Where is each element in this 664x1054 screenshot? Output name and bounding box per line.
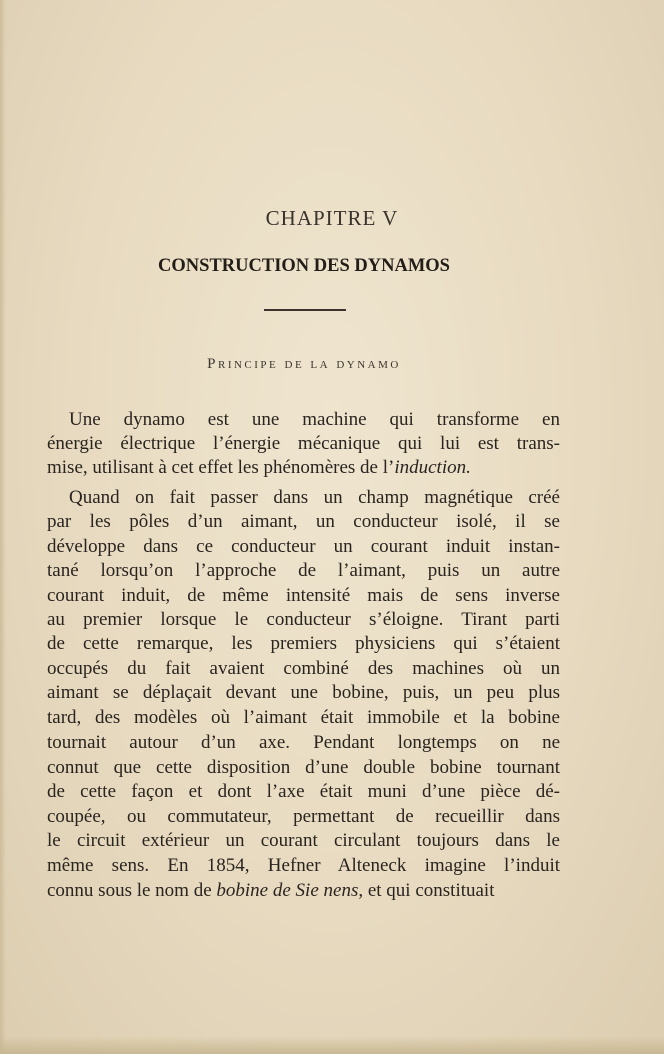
text-line: tané lorsqu’on l’approche de l’aimant, puis un autre <box>47 560 560 581</box>
text-line: de cette façon et dont l’axe était muni d’une pièce dé- <box>47 781 560 802</box>
text-line: occupés du fait avaient combiné des machines où un <box>47 658 560 679</box>
text-line: tard, des modèles où l’aimant était immobile et la bobine <box>47 707 560 728</box>
text-line: Quand on fait passer dans un champ magnétique créé <box>69 487 560 508</box>
text-line: Une dynamo est une machine qui transforme en <box>69 409 560 430</box>
chapter-label: CHAPITRE V <box>265 206 399 230</box>
italic-phrase: bobine de Sie nens <box>216 880 359 901</box>
text-line: aimant se déplaçait devant une bobine, puis, un peu plus <box>47 682 560 703</box>
section-title: Principe de la dynamo <box>207 356 401 372</box>
text-line: au premier lorsque le conducteur s’éloigne. Tirant parti <box>47 609 560 630</box>
text-line: tournait autour d’un axe. Pendant longtemps on ne <box>47 732 560 753</box>
text-line: même sens. En 1854, Hefner Alteneck imagine l’induit <box>47 855 560 876</box>
italic-word: induction. <box>394 457 471 478</box>
text-line: connu sous le nom de bobine de Sie nens, et qui constituait <box>47 880 495 901</box>
text-line: de cette remarque, les premiers physiciens qui s’étaient <box>47 633 560 654</box>
text-line: mise, utilisant à cet effet les phénomères de l’induction. <box>47 457 471 478</box>
text-line: développe dans ce conducteur un courant induit instan- <box>47 536 560 557</box>
text-line: le circuit extérieur un courant circulant toujours dans le <box>47 830 560 851</box>
page-edge-bottom <box>0 1036 664 1054</box>
text-line: coupée, ou commutateur, permettant de recueillir dans <box>47 806 560 827</box>
chapter-title: CONSTRUCTION DES DYNAMOS <box>158 256 450 276</box>
page-edge-left <box>0 0 6 1054</box>
text-line: connut que cette disposition d’une double bobine tournant <box>47 757 560 778</box>
text-line: par les pôles d’un aimant, un conducteur isolé, il se <box>47 511 560 532</box>
title-rule <box>264 309 346 311</box>
text-line: énergie électrique l’énergie mécanique qui lui est trans- <box>47 433 560 454</box>
text-line: courant induit, de même intensité mais de sens inverse <box>47 585 560 606</box>
